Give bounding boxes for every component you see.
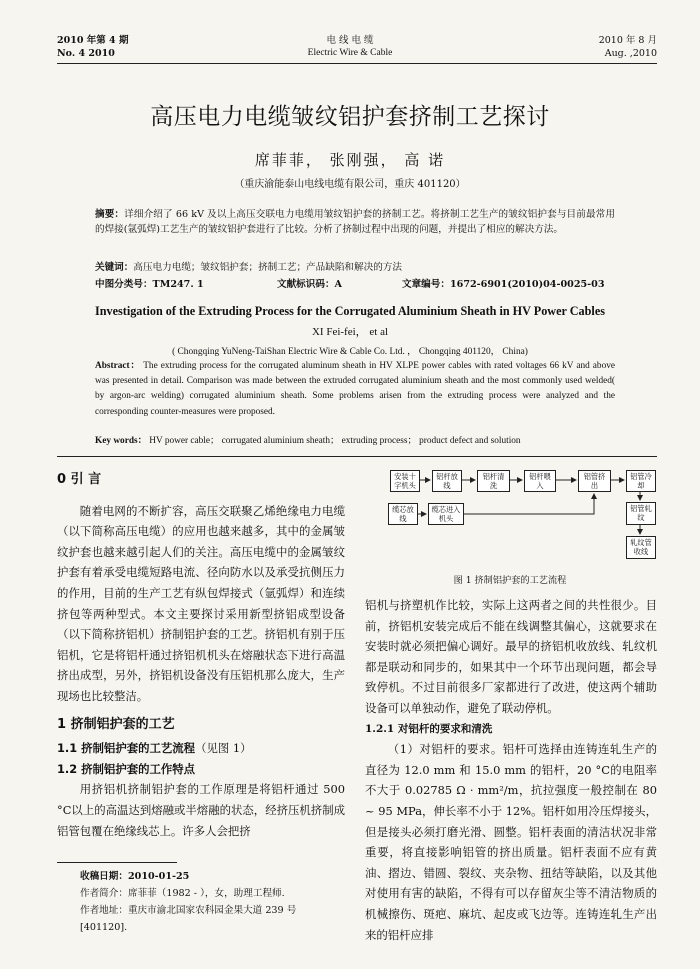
clc-code: 中图分类号：TM247. 1	[95, 279, 204, 290]
article-number: 文章编号：1672-6901(2010)04-0025-03	[402, 279, 605, 290]
section-1-2-heading: 1.2 挤制铝护套的工作特点	[57, 761, 196, 776]
step-take-up: 轧纹管收线	[626, 536, 656, 559]
right-paragraph-2: （1）对铝杆的要求。铝杆可选择由连铸连轧生产的直径为 12.0 mm 和 15.0 mm 的铝杆，20 °C的电阻率不大于 0.02785 Ω · mm²/m，抗拉强度一般控制在 80 ~ 95 MPa，伸长率不小于 12%。铝杆如用冷压焊接头，但是接头必须打磨光滑、圆整。铝杆表面的清洁状况非常重要，将直接影响铝管的挤出质量。铝杆表面不应有黄油、摺边、错圆、裂纹、夹杂物、扭结等缺陷，以及其他对使用有害的缺陷，不得有可以存留灰尘等不清洁物质的机械擦伤、斑疤、麻坑、起皮或飞边等。连铸连轧生产出来的铝杆应排	[365, 742, 657, 942]
footnote-rule	[57, 862, 177, 863]
english-author: XI Fei-fei， et al	[311, 326, 389, 338]
step-corrugation: 铝管轧纹	[626, 502, 656, 525]
figure-caption: 图 1 挤制铝护套的工艺流程	[453, 575, 567, 586]
en-abstract-label: Abstract：	[95, 361, 141, 371]
abstract-label: 摘要：	[95, 209, 125, 220]
journal-cn: 电 线 电 缆	[326, 35, 374, 46]
header-rule	[57, 63, 657, 64]
header-right	[599, 34, 657, 60]
date-en: Aug. ,2010	[604, 48, 657, 59]
step-tube-extrusion: 铝管挤出	[578, 470, 611, 492]
en-abstract-text: The extruding process for the corrugated aluminum sheath in HV XLPE power cables with rated voltages 66 kV and above was presented in detail. Comparison was made between the extruded corrugated aluminium sheath and the most commonly used welded( by argon-arc welding) corrugated aluminium sheath. Some problems arisen from the extruding process were analyzed and the corresponding counter-measures were proposed.	[95, 361, 616, 417]
section-1-1-line	[57, 738, 345, 759]
header-center	[0, 34, 700, 60]
step-rod-cleaning: 铝杆清洗	[477, 470, 510, 492]
step-rod-payoff: 铝杆放线	[432, 470, 462, 492]
issue-cn: 2010 年第 4 期	[57, 35, 129, 46]
english-affiliation: ( Chongqing YuNeng-TaiShan Electric Wire & Cable Co. Ltd. ， Chongqing 401120， China)	[172, 347, 528, 357]
step-rod-feeding: 铝杆喂入	[524, 470, 556, 492]
date-cn: 2010 年 8 月	[598, 35, 657, 46]
paper-title: 高压电力电缆皱纹铝护套挤制工艺探讨	[150, 104, 550, 130]
step-tube-cooling: 铝管冷却	[626, 470, 656, 492]
section-1-1-suffix: （见图 1）	[195, 741, 252, 756]
keywords-text: 高压电力电缆；皱纹铝护套；挤制工艺；产品缺陷和解决的方法	[133, 262, 402, 273]
step-core-payoff: 缆芯放线	[388, 503, 418, 525]
doc-code: 文献标识码：A	[277, 279, 343, 290]
right-column	[365, 595, 657, 945]
paper-authors: 席菲菲， 张刚强， 高 诺	[254, 151, 446, 169]
section-1-2-1-heading: 1.2.1 对铝杆的要求和清洗	[365, 722, 493, 735]
left-column	[57, 470, 345, 841]
abstract-rule	[57, 456, 657, 457]
keywords-en	[95, 432, 625, 446]
paper-affiliation: （重庆渝能泰山电线电缆有限公司，重庆 401120）	[234, 179, 466, 190]
issue-en: No. 4 2010	[57, 48, 115, 59]
english-title: Investigation of the Extruding Process for the Corrugated Aluminium Sheath in HV Power Cables	[95, 304, 605, 318]
section-1-1-heading: 1.1 挤制铝护套的工艺流程	[57, 741, 196, 756]
step-core-into-head: 缆芯进入机头	[428, 503, 464, 525]
en-keywords-label: Key words：	[95, 436, 147, 446]
right-paragraph-1: 铝机与挤塑机作比较，实际上这两者之间的共性很少。目前，挤铝机安装完成后不能在线调整其偏心，这就要求在安装时就必须把偏心调好。最早的挤铝机收放线、轧纹机都是联动和同步的，如果其中一个环节出现问题，都会导致停机。不过目前很多厂家都进行了改进，使这两个辅助设备可以单独动作，避免了联动停机。	[365, 598, 657, 715]
intro-paragraph: 随着电网的不断扩容，高压交联聚乙烯绝缘电力电缆（以下简称高压电缆）的应用也越来越多，其中的金属皱纹护套也越来越引起人们的关注。高压电缆中的金属皱纹护套有着承受电缆短路电流、径向防水以及承受抗侧压力的作用，目前的生产工艺有纵包焊接式（氩弧焊）和连续挤包等两种型式。本文主要探讨采用新型挤铝成型设备（以下简称挤铝机）挤制铝护套的工艺。挤铝机有别于压铝机，它是将铝杆通过挤铝机机头在熔融状态下进行高温挤出成型，另外，挤铝机设备没有压铝机那么庞大，生产现场也比较整洁。	[57, 503, 345, 703]
received-date: 收稿日期：2010-01-25	[80, 871, 190, 882]
section-1-heading: 1 挤制铝护套的工艺	[57, 716, 175, 732]
figure-1	[360, 470, 660, 595]
step-install-crosshead: 安装十字机头	[390, 470, 420, 492]
author-bio: 作者简介：席菲菲（1982 - ），女，助理工程师.	[80, 888, 285, 899]
keywords-label: 关键词：	[95, 262, 134, 273]
abstract-en	[95, 359, 615, 420]
abstract-text: 详细介绍了 66 kV 及以上高压交联电力电缆用皱纹铝护套的挤制工艺。将挤制工艺生产的皱纹铝护套与目前最常用的焊接(氩弧焊)工艺生产的皱纹铝护套进行了比较。分析了挤制过程中出现的问题，并提出了相应的解决方法。	[95, 209, 615, 235]
footnote	[80, 868, 345, 936]
keywords-cn	[95, 259, 615, 273]
author-address: 作者地址：重庆市渝北国家农科园金果大道 239 号 [401120].	[80, 905, 297, 933]
section-0-heading: 0 引 言	[57, 472, 102, 487]
abstract-cn	[95, 207, 615, 237]
en-keywords-text: HV power cable； corrugated aluminium sheath； extruding process； product defect and solution	[149, 436, 521, 446]
journal-en: Electric Wire & Cable	[307, 48, 393, 58]
section-1-2-paragraph: 用挤铝机挤制铝护套的工作原理是将铝杆通过 500 °C以上的高温达到熔融或半熔融的状态，经挤压机挤制成铝管包覆在绝缘线芯上。许多人会把挤	[57, 782, 345, 838]
